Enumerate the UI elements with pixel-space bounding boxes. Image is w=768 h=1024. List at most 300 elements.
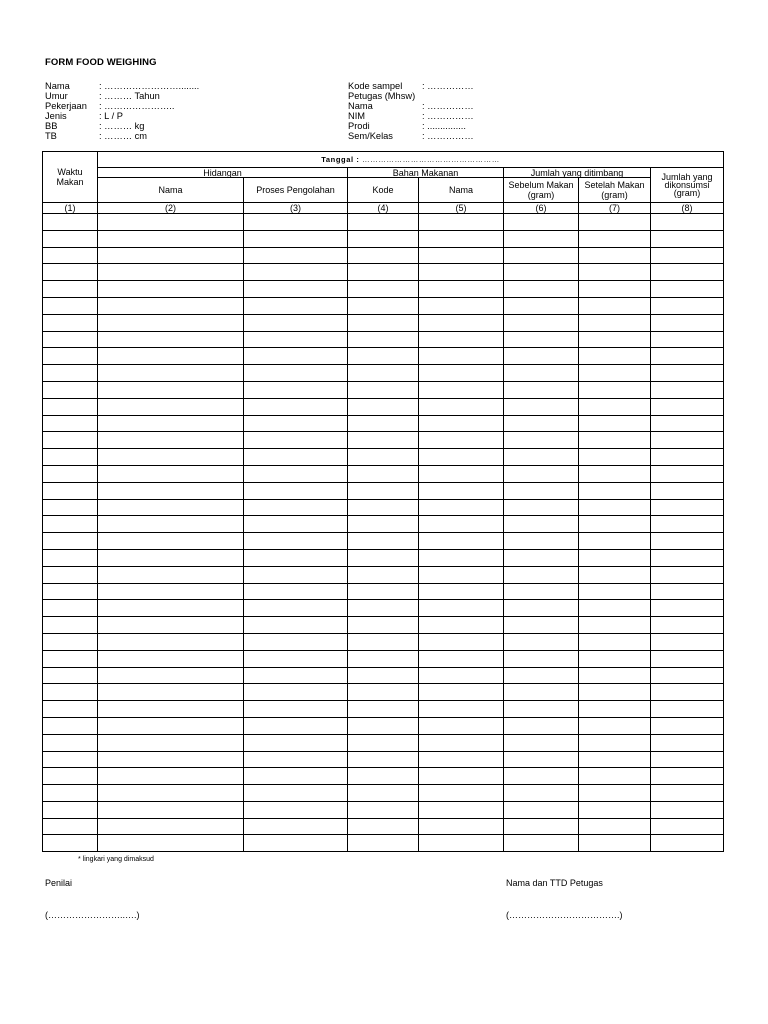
table-cell[interactable] — [419, 684, 504, 701]
table-cell[interactable] — [43, 365, 98, 382]
table-cell[interactable] — [504, 214, 579, 231]
table-cell[interactable] — [43, 701, 98, 718]
table-cell[interactable] — [504, 717, 579, 734]
table-cell[interactable] — [348, 818, 419, 835]
table-cell[interactable] — [651, 482, 724, 499]
table-cell[interactable] — [419, 533, 504, 550]
table-cell[interactable] — [98, 264, 244, 281]
table-cell[interactable] — [98, 432, 244, 449]
table-cell[interactable] — [348, 297, 419, 314]
table-cell[interactable] — [651, 465, 724, 482]
table-cell[interactable] — [348, 499, 419, 516]
table-cell[interactable] — [348, 667, 419, 684]
table-cell[interactable] — [43, 818, 98, 835]
table-cell[interactable] — [244, 348, 348, 365]
table-cell[interactable] — [98, 734, 244, 751]
table-cell[interactable] — [98, 348, 244, 365]
table-cell[interactable] — [419, 701, 504, 718]
table-cell[interactable] — [651, 516, 724, 533]
table-cell[interactable] — [348, 381, 419, 398]
table-cell[interactable] — [504, 650, 579, 667]
table-cell[interactable] — [419, 667, 504, 684]
table-cell[interactable] — [348, 768, 419, 785]
table-cell[interactable] — [43, 264, 98, 281]
table-cell[interactable] — [43, 751, 98, 768]
table-cell[interactable] — [98, 667, 244, 684]
table-cell[interactable] — [504, 348, 579, 365]
table-cell[interactable] — [651, 381, 724, 398]
table-cell[interactable] — [651, 348, 724, 365]
field-value[interactable]: : …………… — [422, 81, 474, 91]
table-cell[interactable] — [579, 533, 651, 550]
table-cell[interactable] — [43, 482, 98, 499]
table-cell[interactable] — [504, 583, 579, 600]
table-cell[interactable] — [504, 482, 579, 499]
table-cell[interactable] — [651, 768, 724, 785]
table-cell[interactable] — [504, 449, 579, 466]
table-cell[interactable] — [504, 432, 579, 449]
table-cell[interactable] — [98, 415, 244, 432]
table-cell[interactable] — [419, 499, 504, 516]
table-cell[interactable] — [43, 348, 98, 365]
table-cell[interactable] — [43, 734, 98, 751]
table-cell[interactable] — [419, 264, 504, 281]
field-value[interactable]: : ……… cm — [99, 131, 148, 141]
table-cell[interactable] — [348, 264, 419, 281]
table-cell[interactable] — [244, 398, 348, 415]
table-cell[interactable] — [579, 751, 651, 768]
table-cell[interactable] — [244, 449, 348, 466]
table-cell[interactable] — [43, 449, 98, 466]
table-cell[interactable] — [43, 617, 98, 634]
table-cell[interactable] — [43, 549, 98, 566]
table-cell[interactable] — [98, 314, 244, 331]
table-cell[interactable] — [579, 247, 651, 264]
table-cell[interactable] — [98, 465, 244, 482]
table-cell[interactable] — [244, 751, 348, 768]
field-value[interactable]: : ………………….. — [99, 101, 175, 111]
table-cell[interactable] — [504, 785, 579, 802]
field-value[interactable]: : …………… — [422, 111, 474, 121]
table-cell[interactable] — [419, 281, 504, 298]
table-cell[interactable] — [348, 734, 419, 751]
table-cell[interactable] — [348, 549, 419, 566]
table-cell[interactable] — [244, 734, 348, 751]
table-cell[interactable] — [43, 247, 98, 264]
table-cell[interactable] — [579, 331, 651, 348]
table-cell[interactable] — [98, 818, 244, 835]
table-cell[interactable] — [43, 214, 98, 231]
table-cell[interactable] — [43, 650, 98, 667]
table-cell[interactable] — [419, 717, 504, 734]
table-cell[interactable] — [98, 566, 244, 583]
table-cell[interactable] — [419, 785, 504, 802]
table-cell[interactable] — [98, 398, 244, 415]
table-cell[interactable] — [98, 835, 244, 852]
table-cell[interactable] — [579, 499, 651, 516]
table-cell[interactable] — [504, 617, 579, 634]
table-cell[interactable] — [419, 600, 504, 617]
table-cell[interactable] — [348, 617, 419, 634]
table-cell[interactable] — [98, 785, 244, 802]
table-cell[interactable] — [579, 449, 651, 466]
table-cell[interactable] — [504, 633, 579, 650]
table-cell[interactable] — [98, 768, 244, 785]
table-cell[interactable] — [244, 633, 348, 650]
table-cell[interactable] — [98, 214, 244, 231]
table-cell[interactable] — [43, 314, 98, 331]
table-cell[interactable] — [43, 398, 98, 415]
table-cell[interactable] — [419, 633, 504, 650]
table-cell[interactable] — [651, 617, 724, 634]
table-cell[interactable] — [651, 751, 724, 768]
table-cell[interactable] — [43, 230, 98, 247]
table-cell[interactable] — [651, 533, 724, 550]
table-cell[interactable] — [43, 600, 98, 617]
table-cell[interactable] — [244, 499, 348, 516]
table-cell[interactable] — [419, 348, 504, 365]
table-cell[interactable] — [348, 281, 419, 298]
table-cell[interactable] — [504, 314, 579, 331]
table-cell[interactable] — [504, 768, 579, 785]
table-cell[interactable] — [579, 583, 651, 600]
table-cell[interactable] — [419, 465, 504, 482]
table-cell[interactable] — [244, 297, 348, 314]
table-cell[interactable] — [419, 415, 504, 432]
table-cell[interactable] — [651, 281, 724, 298]
field-value[interactable]: : ............... — [422, 121, 466, 131]
table-cell[interactable] — [579, 600, 651, 617]
table-cell[interactable] — [244, 314, 348, 331]
table-cell[interactable] — [579, 432, 651, 449]
table-cell[interactable] — [348, 449, 419, 466]
table-cell[interactable] — [43, 633, 98, 650]
table-cell[interactable] — [579, 264, 651, 281]
table-cell[interactable] — [348, 247, 419, 264]
table-cell[interactable] — [504, 297, 579, 314]
table-cell[interactable] — [244, 650, 348, 667]
table-cell[interactable] — [419, 818, 504, 835]
field-value[interactable]: : ……… kg — [99, 121, 145, 131]
table-cell[interactable] — [98, 331, 244, 348]
table-cell[interactable] — [419, 314, 504, 331]
table-cell[interactable] — [98, 600, 244, 617]
table-cell[interactable] — [651, 499, 724, 516]
table-cell[interactable] — [419, 365, 504, 382]
table-cell[interactable] — [579, 398, 651, 415]
table-cell[interactable] — [504, 801, 579, 818]
table-cell[interactable] — [504, 549, 579, 566]
table-cell[interactable] — [504, 751, 579, 768]
table-cell[interactable] — [504, 415, 579, 432]
table-cell[interactable] — [244, 281, 348, 298]
table-cell[interactable] — [419, 617, 504, 634]
table-cell[interactable] — [651, 449, 724, 466]
table-cell[interactable] — [43, 583, 98, 600]
table-cell[interactable] — [504, 230, 579, 247]
table-cell[interactable] — [504, 533, 579, 550]
table-cell[interactable] — [98, 230, 244, 247]
table-cell[interactable] — [579, 717, 651, 734]
table-cell[interactable] — [98, 801, 244, 818]
table-cell[interactable] — [651, 247, 724, 264]
table-cell[interactable] — [504, 734, 579, 751]
table-cell[interactable] — [651, 297, 724, 314]
table-cell[interactable] — [651, 701, 724, 718]
table-cell[interactable] — [579, 801, 651, 818]
table-cell[interactable] — [244, 482, 348, 499]
table-cell[interactable] — [98, 549, 244, 566]
table-cell[interactable] — [419, 331, 504, 348]
table-cell[interactable] — [651, 566, 724, 583]
table-cell[interactable] — [579, 465, 651, 482]
table-cell[interactable] — [244, 566, 348, 583]
table-cell[interactable] — [98, 617, 244, 634]
table-cell[interactable] — [579, 633, 651, 650]
table-cell[interactable] — [504, 818, 579, 835]
table-cell[interactable] — [651, 331, 724, 348]
table-cell[interactable] — [43, 297, 98, 314]
table-cell[interactable] — [244, 516, 348, 533]
table-cell[interactable] — [244, 818, 348, 835]
table-cell[interactable] — [244, 617, 348, 634]
table-cell[interactable] — [43, 432, 98, 449]
table-cell[interactable] — [348, 230, 419, 247]
table-cell[interactable] — [504, 835, 579, 852]
table-cell[interactable] — [244, 465, 348, 482]
table-cell[interactable] — [244, 214, 348, 231]
table-cell[interactable] — [579, 381, 651, 398]
table-cell[interactable] — [419, 381, 504, 398]
table-cell[interactable] — [98, 381, 244, 398]
table-cell[interactable] — [579, 667, 651, 684]
table-cell[interactable] — [651, 818, 724, 835]
table-cell[interactable] — [579, 684, 651, 701]
table-cell[interactable] — [348, 751, 419, 768]
field-value[interactable]: : …………… — [422, 101, 474, 111]
table-cell[interactable] — [348, 398, 419, 415]
table-cell[interactable] — [419, 214, 504, 231]
table-cell[interactable] — [651, 801, 724, 818]
table-cell[interactable] — [244, 381, 348, 398]
table-cell[interactable] — [651, 717, 724, 734]
table-cell[interactable] — [98, 684, 244, 701]
table-cell[interactable] — [43, 835, 98, 852]
table-cell[interactable] — [419, 449, 504, 466]
table-cell[interactable] — [651, 650, 724, 667]
table-cell[interactable] — [98, 650, 244, 667]
table-cell[interactable] — [651, 667, 724, 684]
table-cell[interactable] — [98, 717, 244, 734]
table-cell[interactable] — [43, 516, 98, 533]
table-cell[interactable] — [98, 297, 244, 314]
table-cell[interactable] — [348, 465, 419, 482]
table-cell[interactable] — [348, 516, 419, 533]
table-cell[interactable] — [419, 768, 504, 785]
table-cell[interactable] — [504, 264, 579, 281]
table-cell[interactable] — [244, 684, 348, 701]
table-cell[interactable] — [348, 331, 419, 348]
table-cell[interactable] — [419, 734, 504, 751]
table-cell[interactable] — [244, 331, 348, 348]
table-cell[interactable] — [43, 533, 98, 550]
table-cell[interactable] — [651, 398, 724, 415]
table-cell[interactable] — [651, 734, 724, 751]
table-cell[interactable] — [98, 751, 244, 768]
table-cell[interactable] — [579, 230, 651, 247]
table-cell[interactable] — [504, 365, 579, 382]
table-cell[interactable] — [98, 247, 244, 264]
table-cell[interactable] — [348, 533, 419, 550]
table-cell[interactable] — [98, 365, 244, 382]
table-cell[interactable] — [244, 835, 348, 852]
table-cell[interactable] — [43, 684, 98, 701]
table-cell[interactable] — [348, 214, 419, 231]
table-cell[interactable] — [98, 449, 244, 466]
table-cell[interactable] — [98, 281, 244, 298]
table-cell[interactable] — [419, 398, 504, 415]
table-cell[interactable] — [98, 516, 244, 533]
table-cell[interactable] — [419, 230, 504, 247]
table-cell[interactable] — [579, 297, 651, 314]
table-cell[interactable] — [244, 583, 348, 600]
field-value[interactable]: : L / P — [99, 111, 123, 121]
table-cell[interactable] — [504, 381, 579, 398]
table-cell[interactable] — [579, 617, 651, 634]
table-cell[interactable] — [504, 684, 579, 701]
table-cell[interactable] — [419, 516, 504, 533]
table-cell[interactable] — [348, 600, 419, 617]
table-cell[interactable] — [651, 214, 724, 231]
table-cell[interactable] — [579, 482, 651, 499]
table-cell[interactable] — [348, 633, 419, 650]
table-cell[interactable] — [504, 566, 579, 583]
table-cell[interactable] — [244, 717, 348, 734]
table-cell[interactable] — [43, 465, 98, 482]
table-cell[interactable] — [348, 835, 419, 852]
table-cell[interactable] — [348, 432, 419, 449]
table-cell[interactable] — [43, 415, 98, 432]
table-cell[interactable] — [244, 785, 348, 802]
table-cell[interactable] — [419, 432, 504, 449]
table-cell[interactable] — [579, 516, 651, 533]
table-cell[interactable] — [651, 415, 724, 432]
table-cell[interactable] — [244, 600, 348, 617]
table-cell[interactable] — [43, 768, 98, 785]
table-cell[interactable] — [348, 482, 419, 499]
table-cell[interactable] — [43, 499, 98, 516]
table-cell[interactable] — [348, 650, 419, 667]
table-cell[interactable] — [348, 415, 419, 432]
field-value[interactable]: : ……………………........ — [99, 81, 200, 91]
table-cell[interactable] — [244, 230, 348, 247]
table-cell[interactable] — [98, 633, 244, 650]
table-cell[interactable] — [98, 499, 244, 516]
table-cell[interactable] — [244, 701, 348, 718]
table-cell[interactable] — [419, 583, 504, 600]
table-cell[interactable] — [244, 549, 348, 566]
table-cell[interactable] — [651, 633, 724, 650]
table-cell[interactable] — [419, 650, 504, 667]
field-value[interactable]: : ……… Tahun — [99, 91, 160, 101]
table-cell[interactable] — [579, 348, 651, 365]
table-cell[interactable] — [419, 247, 504, 264]
table-cell[interactable] — [651, 785, 724, 802]
table-cell[interactable] — [419, 751, 504, 768]
table-cell[interactable] — [348, 684, 419, 701]
table-cell[interactable] — [98, 482, 244, 499]
table-cell[interactable] — [651, 684, 724, 701]
table-cell[interactable] — [579, 701, 651, 718]
table-cell[interactable] — [579, 549, 651, 566]
table-cell[interactable] — [651, 549, 724, 566]
table-cell[interactable] — [244, 432, 348, 449]
table-cell[interactable] — [651, 264, 724, 281]
table-cell[interactable] — [504, 281, 579, 298]
table-cell[interactable] — [43, 667, 98, 684]
table-cell[interactable] — [504, 398, 579, 415]
table-cell[interactable] — [504, 667, 579, 684]
table-cell[interactable] — [244, 768, 348, 785]
table-cell[interactable] — [579, 415, 651, 432]
table-cell[interactable] — [579, 818, 651, 835]
table-cell[interactable] — [651, 835, 724, 852]
table-cell[interactable] — [504, 465, 579, 482]
table-cell[interactable] — [579, 281, 651, 298]
table-cell[interactable] — [504, 499, 579, 516]
table-cell[interactable] — [244, 667, 348, 684]
table-cell[interactable] — [244, 264, 348, 281]
table-cell[interactable] — [579, 365, 651, 382]
table-cell[interactable] — [504, 247, 579, 264]
table-cell[interactable] — [504, 331, 579, 348]
table-cell[interactable] — [348, 785, 419, 802]
table-cell[interactable] — [244, 533, 348, 550]
table-cell[interactable] — [504, 701, 579, 718]
table-cell[interactable] — [348, 701, 419, 718]
table-cell[interactable] — [419, 835, 504, 852]
table-cell[interactable] — [579, 734, 651, 751]
table-cell[interactable] — [579, 566, 651, 583]
table-cell[interactable] — [419, 297, 504, 314]
table-cell[interactable] — [348, 717, 419, 734]
table-cell[interactable] — [348, 801, 419, 818]
table-cell[interactable] — [651, 432, 724, 449]
table-cell[interactable] — [504, 516, 579, 533]
table-cell[interactable] — [98, 701, 244, 718]
table-cell[interactable] — [348, 348, 419, 365]
table-cell[interactable] — [244, 415, 348, 432]
table-cell[interactable] — [504, 600, 579, 617]
table-cell[interactable] — [651, 583, 724, 600]
table-cell[interactable] — [579, 835, 651, 852]
table-cell[interactable] — [98, 533, 244, 550]
table-cell[interactable] — [348, 314, 419, 331]
table-cell[interactable] — [43, 281, 98, 298]
table-cell[interactable] — [419, 801, 504, 818]
table-cell[interactable] — [244, 247, 348, 264]
table-cell[interactable] — [43, 785, 98, 802]
table-cell[interactable] — [43, 381, 98, 398]
table-cell[interactable] — [419, 566, 504, 583]
table-cell[interactable] — [348, 566, 419, 583]
table-cell[interactable] — [579, 785, 651, 802]
table-cell[interactable] — [348, 583, 419, 600]
table-cell[interactable] — [579, 768, 651, 785]
table-cell[interactable] — [651, 600, 724, 617]
table-cell[interactable] — [651, 365, 724, 382]
table-cell[interactable] — [579, 314, 651, 331]
